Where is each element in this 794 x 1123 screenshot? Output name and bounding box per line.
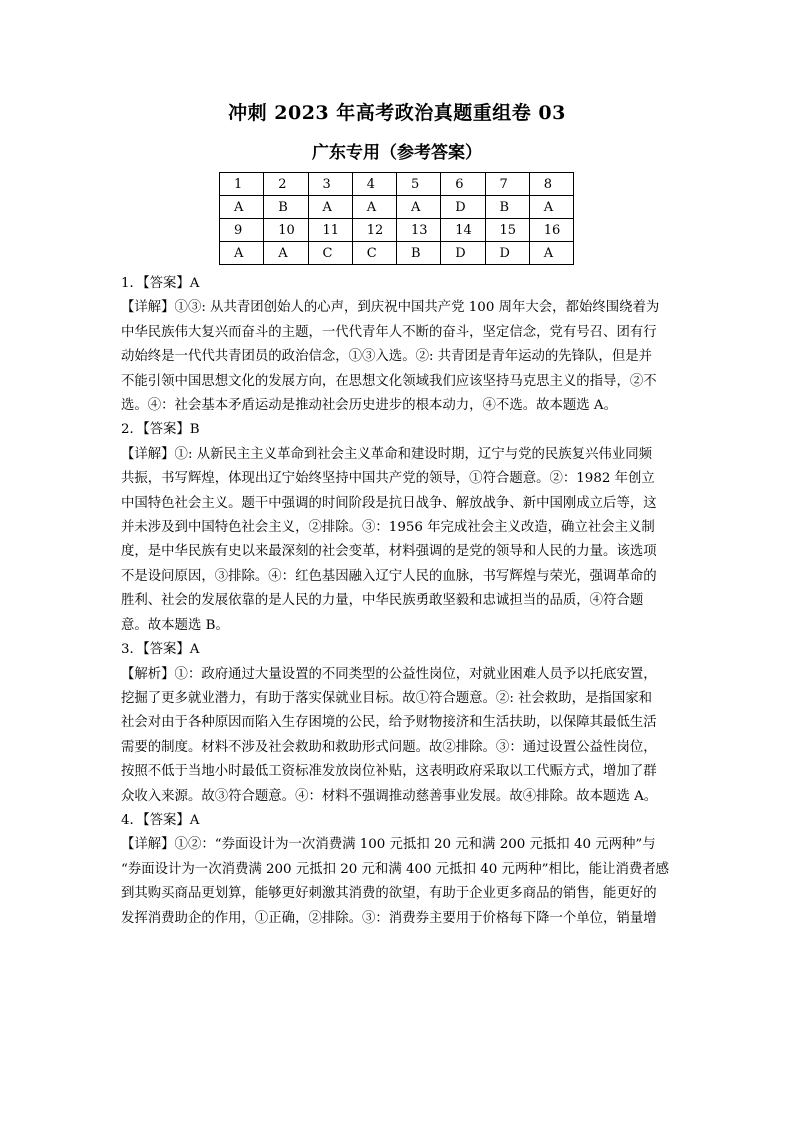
table-cell: 3 <box>308 173 352 196</box>
answer-table <box>219 172 574 265</box>
table-cell: A <box>529 242 573 265</box>
table-cell: B <box>397 242 441 265</box>
answer-explanations <box>121 272 673 931</box>
explanation-line: 按照不低于当地小时最低工资标准发放岗位补贴，这表明政府采取以工代赈方式，增加了群 <box>121 764 657 780</box>
table-cell: A <box>352 196 396 219</box>
explanation-line: 挖掘了更多就业潜力，有助于落实保就业目标。故①符合题意。②: 社会救助，是指国家和 <box>121 690 652 706</box>
explanation-line: 度，是中华民族有史以来最深刻的社会变革，材料强调的是党的领导和人民的力量。该选项 <box>121 544 657 560</box>
explanation-line: “券面设计为一次消费满 200 元抵扣 20 元和满 400 元抵扣 40 元两种”相比，能让消费者感 <box>121 861 670 877</box>
table-cell: 10 <box>264 219 308 242</box>
explanation-line: 并未涉及到中国特色社会主义，②排除。③：1956 年完成社会主义改造，确立社会主义制 <box>121 520 655 536</box>
table-cell: D <box>441 196 485 219</box>
table-cell: 2 <box>264 173 308 196</box>
explanation-line: 【解析】①：政府通过大量设置的不同类型的公益性岗位，对就业困难人员予以托底安置， <box>121 666 657 682</box>
answer-table-row <box>220 242 574 265</box>
explanation-line: 胜利、社会的发展依靠的是人民的力量，中华民族勇敢坚毅和忠诚担当的品质，④符合题 <box>121 593 644 609</box>
table-cell: 5 <box>397 173 441 196</box>
table-cell: 11 <box>308 219 352 242</box>
answer-table-row <box>220 173 574 196</box>
explanation-line: 共振，书写辉煌，体现出辽宁始终坚持中国共产党的领导，①符合题意。②：1982 年创立 <box>121 471 655 487</box>
table-cell: 9 <box>220 219 264 242</box>
question-heading: 3．【答案】A <box>121 642 200 658</box>
explanation-line: 意。故本题选 B。 <box>121 617 229 633</box>
explanation-line: 社会对由于各种原因而陷入生存困境的公民，给予财物接济和生活扶助，以保障其最低生活 <box>121 715 657 731</box>
table-cell: A <box>308 196 352 219</box>
explanation-line: 中国特色社会主义。题干中强调的时间阶段是抗日战争、解放战争、新中国刚成立后等，这 <box>121 495 657 511</box>
table-cell: B <box>264 196 308 219</box>
document-subtitle: 广东专用（参考答案） <box>312 143 482 163</box>
question-heading: 4．【答案】A <box>121 812 200 828</box>
question-heading: 2．【答案】B <box>121 422 200 438</box>
explanation-line: 众收入来源。故③符合题意。④：材料不强调推动慈善事业发展。故④排除。故本题选 A。 <box>121 788 658 804</box>
table-cell: 16 <box>529 219 573 242</box>
table-cell: A <box>264 242 308 265</box>
table-cell: 15 <box>485 219 529 242</box>
table-cell: C <box>308 242 352 265</box>
table-cell: A <box>397 196 441 219</box>
explanation-line: 到其购买商品更划算，能够更好刺激其消费的欲望，有助于企业更多商品的销售，能更好的 <box>121 886 657 902</box>
answer-table-row <box>220 219 574 242</box>
document-title: 冲刺 2023 年高考政治真题重组卷 03 <box>228 102 566 124</box>
table-cell: A <box>220 196 264 219</box>
answer-table-row <box>220 196 574 219</box>
table-cell: B <box>485 196 529 219</box>
table-cell: D <box>485 242 529 265</box>
table-cell: 12 <box>352 219 396 242</box>
table-cell: 14 <box>441 219 485 242</box>
explanation-line: 不是设问原因，③排除。④：红色基因融入辽宁人民的血脉，书写辉煌与荣光，强调革命的 <box>121 568 657 584</box>
table-cell: 7 <box>485 173 529 196</box>
table-cell: 8 <box>529 173 573 196</box>
table-cell: 6 <box>441 173 485 196</box>
table-cell: C <box>352 242 396 265</box>
explanation-line: 中华民族伟大复兴而奋斗的主题，一代代青年人不断的奋斗，坚定信念，党有号召、团有行 <box>121 324 657 340</box>
question-heading: 1．【答案】A <box>121 276 200 291</box>
table-cell: A <box>220 242 264 265</box>
explanation-line: 动始终是一代代共青团员的政治信念，①③入选。②: 共青团是青年运动的先锋队，但是并 <box>121 349 652 365</box>
table-cell: 4 <box>352 173 396 196</box>
table-cell: 1 <box>220 173 264 196</box>
explanation-line: 选。④：社会基本矛盾运动是推动社会历史进步的根本动力，④不选。故本题选 A。 <box>121 398 617 414</box>
explanation-line: 【详解】①: 从新民主主义革命到社会主义革命和建设时期，辽宁与党的民族复兴伟业同频 <box>121 446 652 462</box>
explanation-line: 【详解】①②：“券面设计为一次消费满 100 元抵扣 20 元和满 200 元抵扣 40 元两种”与 <box>121 837 656 853</box>
explanation-line: 需要的制度。材料不涉及社会救助和救助形式问题。故②排除。③：通过设置公益性岗位， <box>121 739 657 755</box>
explanation-line: 不能引领中国思想文化的发展方向，在思想文化领域我们应该坚持马克思主义的指导，②不 <box>121 373 657 389</box>
table-cell: A <box>529 196 573 219</box>
table-cell: D <box>441 242 485 265</box>
explanation-line: 【详解】①③: 从共青团创始人的心声，到庆祝中国共产党 100 周年大会，都始终围绕着为 <box>121 300 660 316</box>
table-cell: 13 <box>397 219 441 242</box>
explanation-line: 发挥消费助企的作用，①正确，②排除。③：消费券主要用于价格每下降一个单位，销量增 <box>121 910 657 926</box>
